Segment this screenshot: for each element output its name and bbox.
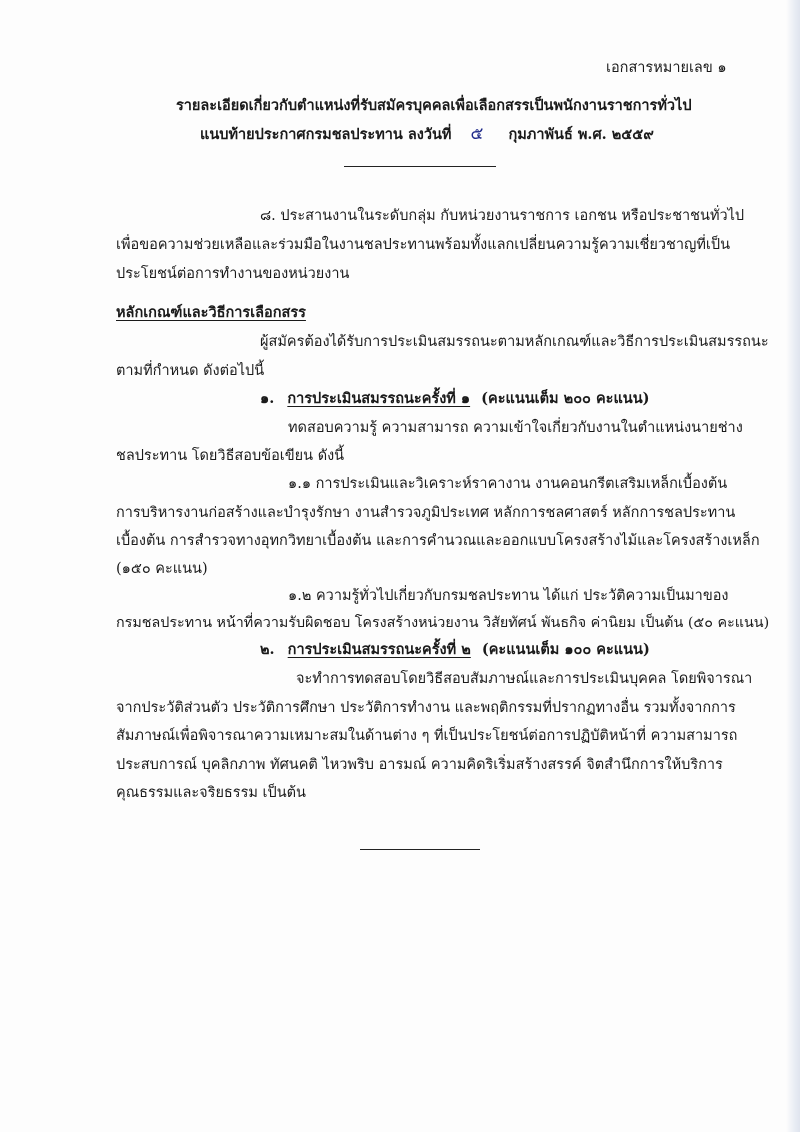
assessment-1-sub2-line-1: ๑.๒ ความรู้ทั่วไปเกี่ยวกับกรมชลประทาน ได้แก่ ประวัติความเป็นมาของ bbox=[288, 588, 729, 604]
assessment-1-sub1-line-1: ๑.๑ การประเมินและวิเคราะห์ราคางาน งานคอนกรีตเสริมเหล็กเบื้องต้น bbox=[288, 476, 728, 492]
assessment-2-heading bbox=[260, 640, 650, 660]
scan-edge-shadow bbox=[786, 0, 800, 1132]
assessment-2-number: ๒. bbox=[260, 641, 275, 658]
end-divider bbox=[360, 849, 480, 850]
document-number: เอกสารหมายเลข ๑ bbox=[606, 60, 727, 76]
title-divider bbox=[344, 166, 496, 167]
assessment-2-line-2: จากประวัติส่วนตัว ประวัติการศึกษา ประวัติการทำงาน และพฤติกรรมที่ปรากฏทางอื่น รวมทั้งจากการ bbox=[116, 700, 736, 716]
assessment-1-desc-line-1: ทดสอบความรู้ ความสามารถ ความเข้าใจเกี่ยวกับงานในตำแหน่งนายช่าง bbox=[288, 420, 743, 436]
title-line-2-prefix: แนบท้ายประกาศกรมชลประทาน ลงวันที่ bbox=[200, 126, 452, 143]
item8-line-1: ๘. ประสานงานในระดับกลุ่ม กับหน่วยงานราชการ เอกชน หรือประชาชนทั่วไป bbox=[260, 208, 745, 224]
item8-line-3: ประโยชน์ต่อการทำงานของหน่วยงาน bbox=[116, 266, 350, 282]
assessment-1-heading bbox=[260, 389, 649, 409]
assessment-2-line-5: คุณธรรมและจริยธรรม เป็นต้น bbox=[116, 785, 306, 801]
assessment-1-number: ๑. bbox=[260, 390, 275, 407]
assessment-2-score: (คะแนนเต็ม ๑๐๐ คะแนน) bbox=[481, 641, 650, 658]
assessment-1-sub1-line-3: เบื้องต้น การสำรวจทางอุทกวิทยาเบื้องต้น และการคำนวณและออกแบบโครงสร้างไม้และโครงสร้างเหล็ก bbox=[116, 533, 760, 549]
criteria-intro-line-1: ผู้สมัครต้องได้รับการประเมินสมรรถนะตามหลักเกณฑ์และวิธีการประเมินสมรรถนะ bbox=[260, 334, 769, 350]
handwritten-day: ๕ bbox=[470, 124, 484, 144]
title-line-2-suffix: กุมภาพันธ์ พ.ศ. ๒๕๕๙ bbox=[508, 126, 654, 143]
assessment-1-sub2-line-2: กรมชลประทาน หน้าที่ความรับผิดชอบ โครงสร้างหน่วยงาน วิสัยทัศน์ พันธกิจ ค่านิยม เป็นต้น (๕๐ คะแนน) bbox=[116, 615, 770, 631]
criteria-intro-line-2: ตามที่กำหนด ดังต่อไปนี้ bbox=[116, 363, 265, 379]
assessment-1-desc-line-2: ชลประทาน โดยวิธีสอบข้อเขียน ดังนี้ bbox=[116, 448, 345, 464]
criteria-heading: หลักเกณฑ์และวิธีการเลือกสรร bbox=[116, 304, 306, 321]
assessment-1-title: การประเมินสมรรถนะครั้งที่ ๑ bbox=[287, 390, 471, 407]
assessment-1-sub1-line-2: การบริหารงานก่อสร้างและบำรุงรักษา งานสำรวจภูมิประเทศ หลักการชลศาสตร์ หลักการชลประทาน bbox=[116, 505, 736, 521]
assessment-2-title: การประเมินสมรรถนะครั้งที่ ๒ bbox=[287, 641, 471, 658]
item8-line-2: เพื่อขอความช่วยเหลือและร่วมมือในงานชลประทานพร้อมทั้งแลกเปลี่ยนความรู้ความเชี่ยวชาญที่เป็น bbox=[116, 237, 730, 253]
assessment-1-score: (คะแนนเต็ม ๒๐๐ คะแนน) bbox=[481, 390, 650, 407]
assessment-2-line-1: จะทำการทดสอบโดยวิธีสอบสัมภาษณ์และการประเมินบุคคล โดยพิจารณา bbox=[296, 671, 753, 687]
title-line-1: รายละเอียดเกี่ยวกับตำแหน่งที่รับสมัครบุคคลเพื่อเลือกสรรเป็นพนักงานราชการทั่วไป bbox=[176, 97, 692, 114]
assessment-1-sub1-line-4: (๑๕๐ คะแนน) bbox=[116, 561, 208, 577]
assessment-2-line-4: ประสบการณ์ บุคลิกภาพ ทัศนคติ ไหวพริบ อารมณ์ ความคิดริเริ่มสร้างสรรค์ จิตสำนึกการให้บริการ bbox=[116, 757, 723, 773]
title-line-2 bbox=[200, 124, 654, 145]
assessment-2-line-3: สัมภาษณ์เพื่อพิจารณาความเหมาะสมในด้านต่าง ๆ ที่เป็นประโยชน์ต่อการปฏิบัติหน้าที่ ความสามารถ bbox=[116, 728, 738, 744]
